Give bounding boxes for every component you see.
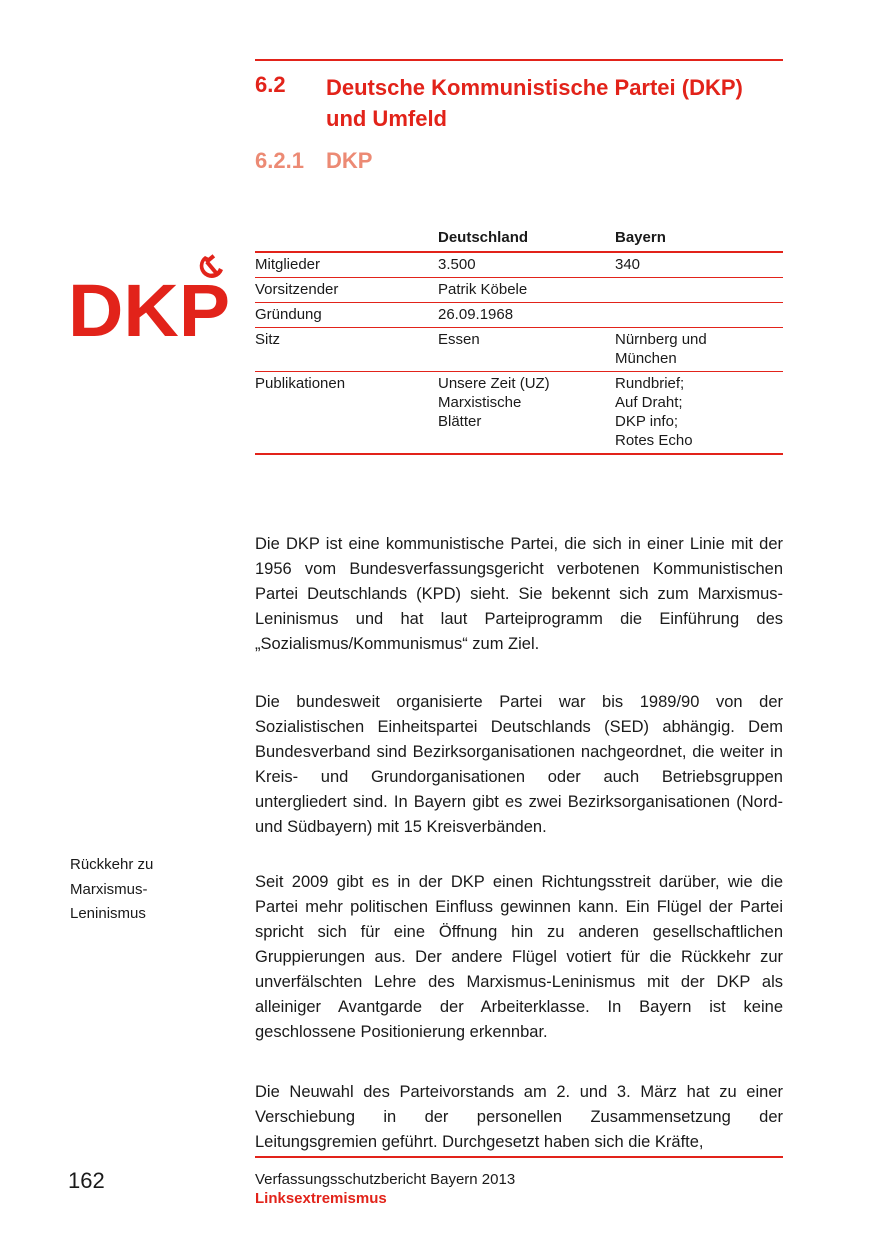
body-paragraph: Die Neuwahl des Parteivorstands am 2. und 3. März hat zu einer Verschiebung in der personellen Zusammensetzung der Leitungsgremien geführt. Durchgesetzt haben sich die Kräfte, [255,1082,783,1151]
table-cell: Vorsitzender [255,281,339,298]
footer-rule [255,1156,783,1158]
table-cell [615,330,783,368]
table-cell: 3.500 [438,256,476,273]
cell-line: Rotes Echo [615,432,693,449]
subsection-number: 6.2.1 [255,148,304,173]
subsection-title: DKP [326,148,373,173]
cell-line: Marxistische [438,394,522,411]
cell-line: Unsere Zeit (UZ) [438,375,550,392]
page-number: 162 [68,1168,105,1193]
table-header-cell: Deutschland [438,229,529,246]
body-paragraph: Die bundesweit organisierte Partei war bis 1989/90 von der Sozialistischen Einheitspartei Deutschlands (SED) abhängig. Dem Bundesverband sind Bezirksorganisationen nachgeordnet, die weiter in Kreis- und Grundorganisationen oder auch Betriebsgruppen untergliedert sind. In Bayern gibt es zwei Bezirksorganisationen (Nord- und Südbayern) mit 15 Kreisverbänden. [255,692,783,836]
table-header-row [255,226,783,253]
table-cell: Essen [438,331,480,348]
table-row [255,328,783,372]
footer-chapter: Linksextremismus [255,1190,387,1207]
table-cell [615,280,783,299]
cell-line: Nürnberg und [615,331,707,348]
table-row [255,253,783,278]
dkp-logo [68,248,233,340]
cell-line: Rundbrief; [615,375,685,392]
cell-line: DKP info; [615,413,679,430]
margin-note-line: Marxismus- [70,880,148,898]
body-paragraph: Die DKP ist eine kommunistische Partei, die sich in einer Linie mit der 1956 vom Bundesverfassungsgericht verbotenen Kommunistischen Partei Deutschlands (KPD) sieht. Sie bekennt sich zum Marxismus-Leninismus und hat laut Parteiprogramm die Einführung des „Sozialismus/Kommunismus“ zum Ziel. [255,534,783,653]
table-cell: Sitz [255,331,281,348]
table-cell: 340 [615,256,641,273]
table-row [255,303,783,328]
cell-line: München [615,350,677,367]
table-header-cell: Bayern [615,229,666,246]
table-cell [615,305,783,324]
section-number: 6.2 [255,72,286,97]
table-cell [438,374,615,450]
party-facts-table [255,226,783,455]
table-cell: Publikationen [255,375,346,392]
margin-note-line: Leninismus [70,905,146,922]
table-row [255,278,783,303]
table-cell [615,374,783,450]
table-cell: 26.09.1968 [438,306,514,323]
table-cell: Mitglieder [255,256,321,273]
cell-line: Auf Draht; [615,394,683,411]
logo-text: DKP [68,269,230,340]
table-header-cell [255,228,438,247]
top-rule [255,59,783,61]
cell-line: Blätter [438,413,482,430]
table-cell: Gründung [255,306,322,323]
margin-note-line: Rückkehr zu [70,856,154,873]
margin-note [70,853,153,927]
table-cell: Patrik Köbele [438,281,528,298]
body-paragraph: Seit 2009 gibt es in der DKP einen Richtungsstreit darüber, wie die Partei mehr politischen Einfluss gewinnen kann. Ein Flügel der Partei spricht sich für eine Öffnung hin zu anderen gesellschaftlichen Gruppierungen aus. Der andere Flügel votiert für die Rückkehr zur unverfälschten Lehre des Marxismus-Leninismus mit der DKP als alleiniger Avantgarde der Arbeiterklasse. In Bayern ist keine geschlossene Positionierung erkennbar. [255,872,783,1041]
table-row [255,372,783,455]
footer-publication: Verfassungsschutzbericht Bayern 2013 [255,1171,516,1188]
section-title: Deutsche Kommunistische Partei (DKP) und Umfeld [326,75,743,131]
